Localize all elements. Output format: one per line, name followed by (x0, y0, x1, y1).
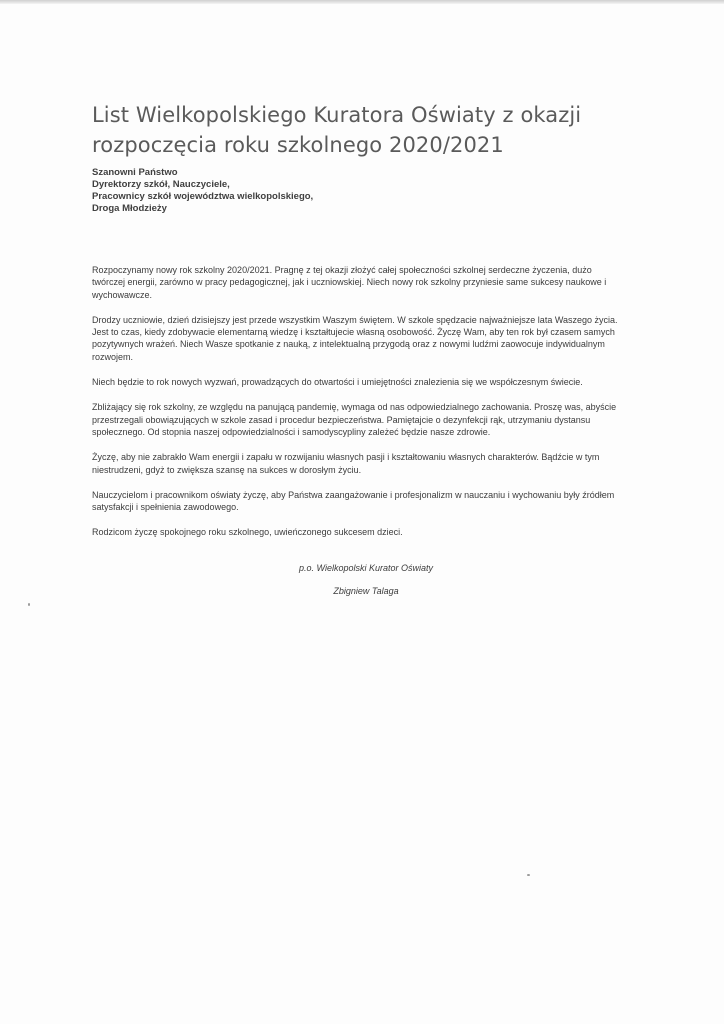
salutation-line: Szanowni Państwo (92, 167, 178, 178)
salutation-block (92, 167, 612, 215)
letter-body (92, 264, 624, 552)
signature-title: p.o. Wielkopolski Kurator Oświaty (299, 563, 433, 573)
paragraph: Niech będzie to rok nowych wyzwań, prowadzących do otwartości i umiejętności znalezienia się we współczesnym świecie. (92, 377, 583, 388)
paragraph: Rozpoczynamy nowy rok szkolny 2020/2021. Pragnę z tej okazji złożyć całej społeczności szkolnej serdeczne życzenia, dużo twórczej energii, zarówno w pracy pedagogicznej, jak i uczniowskiej. Niech nowy rok szkolny przyniesie same sukcesy naukowe i wychowawcze. (92, 265, 607, 300)
paragraph: Zbliżający się rok szkolny, ze względu na panującą pandemię, wymaga od nas odpowiedzialnego zachowania. Proszę was, abyście przestrzegali obowiązujących w szkole zasad i procedur bezpieczeństwa. Pamiętajcie o dezynfekcji rąk, utrzymaniu dystansu społecznego. Od stopnia naszej odpowiedzialności i samodyscypliny zależeć będzie nasze zdrowie. (92, 402, 617, 437)
scan-edge (0, 0, 724, 4)
salutation-line: Dyrektorzy szkół, Nauczyciele, (92, 179, 230, 190)
paragraph: Rodzicom życzę spokojnego roku szkolnego, uwieńczonego sukcesem dzieci. (92, 527, 403, 538)
paragraph: Drodzy uczniowie, dzień dzisiejszy jest przede wszystkim Waszym świętem. W szkole spędzacie najważniejsze lata Waszego życia. Jest to czas, kiedy zdobywacie elementarną wiedzę i kształtujecie własną osobowość. Życzę Wam, aby ten rok był czasem samych pozytywnych wrażeń. Niech Wasze spotkanie z nauką, z intelektualną przygodą oraz z nowymi ludźmi zaowocuje indywidualnym rozwojem. (92, 314, 618, 362)
signature-name: Zbigniew Talaga (333, 586, 399, 596)
paragraph: Życzę, aby nie zabrakło Wam energii i zapału w rozwijaniu własnych pasji i kształtowaniu własnych charakterów. Bądźcie w tym niestrudzeni, gdyż to zwiększa szansę na sukces w dorosłym życiu. (92, 452, 600, 475)
scan-speck (527, 874, 530, 876)
letter-title: List Wielkopolskiego Kuratora Oświaty z okazji rozpoczęcia roku szkolnego 2020/2021 (92, 103, 582, 157)
paragraph: Nauczycielom i pracownikom oświaty życzę, aby Państwa zaangażowanie i profesjonalizm w nauczaniu i wychowaniu były źródłem satysfakcji i spełnienia zawodowego. (92, 489, 615, 513)
salutation-line: Droga Młodzieży (92, 203, 167, 214)
salutation-line: Pracownicy szkół województwa wielkopolskiego, (92, 191, 314, 202)
scan-speck (28, 603, 30, 606)
